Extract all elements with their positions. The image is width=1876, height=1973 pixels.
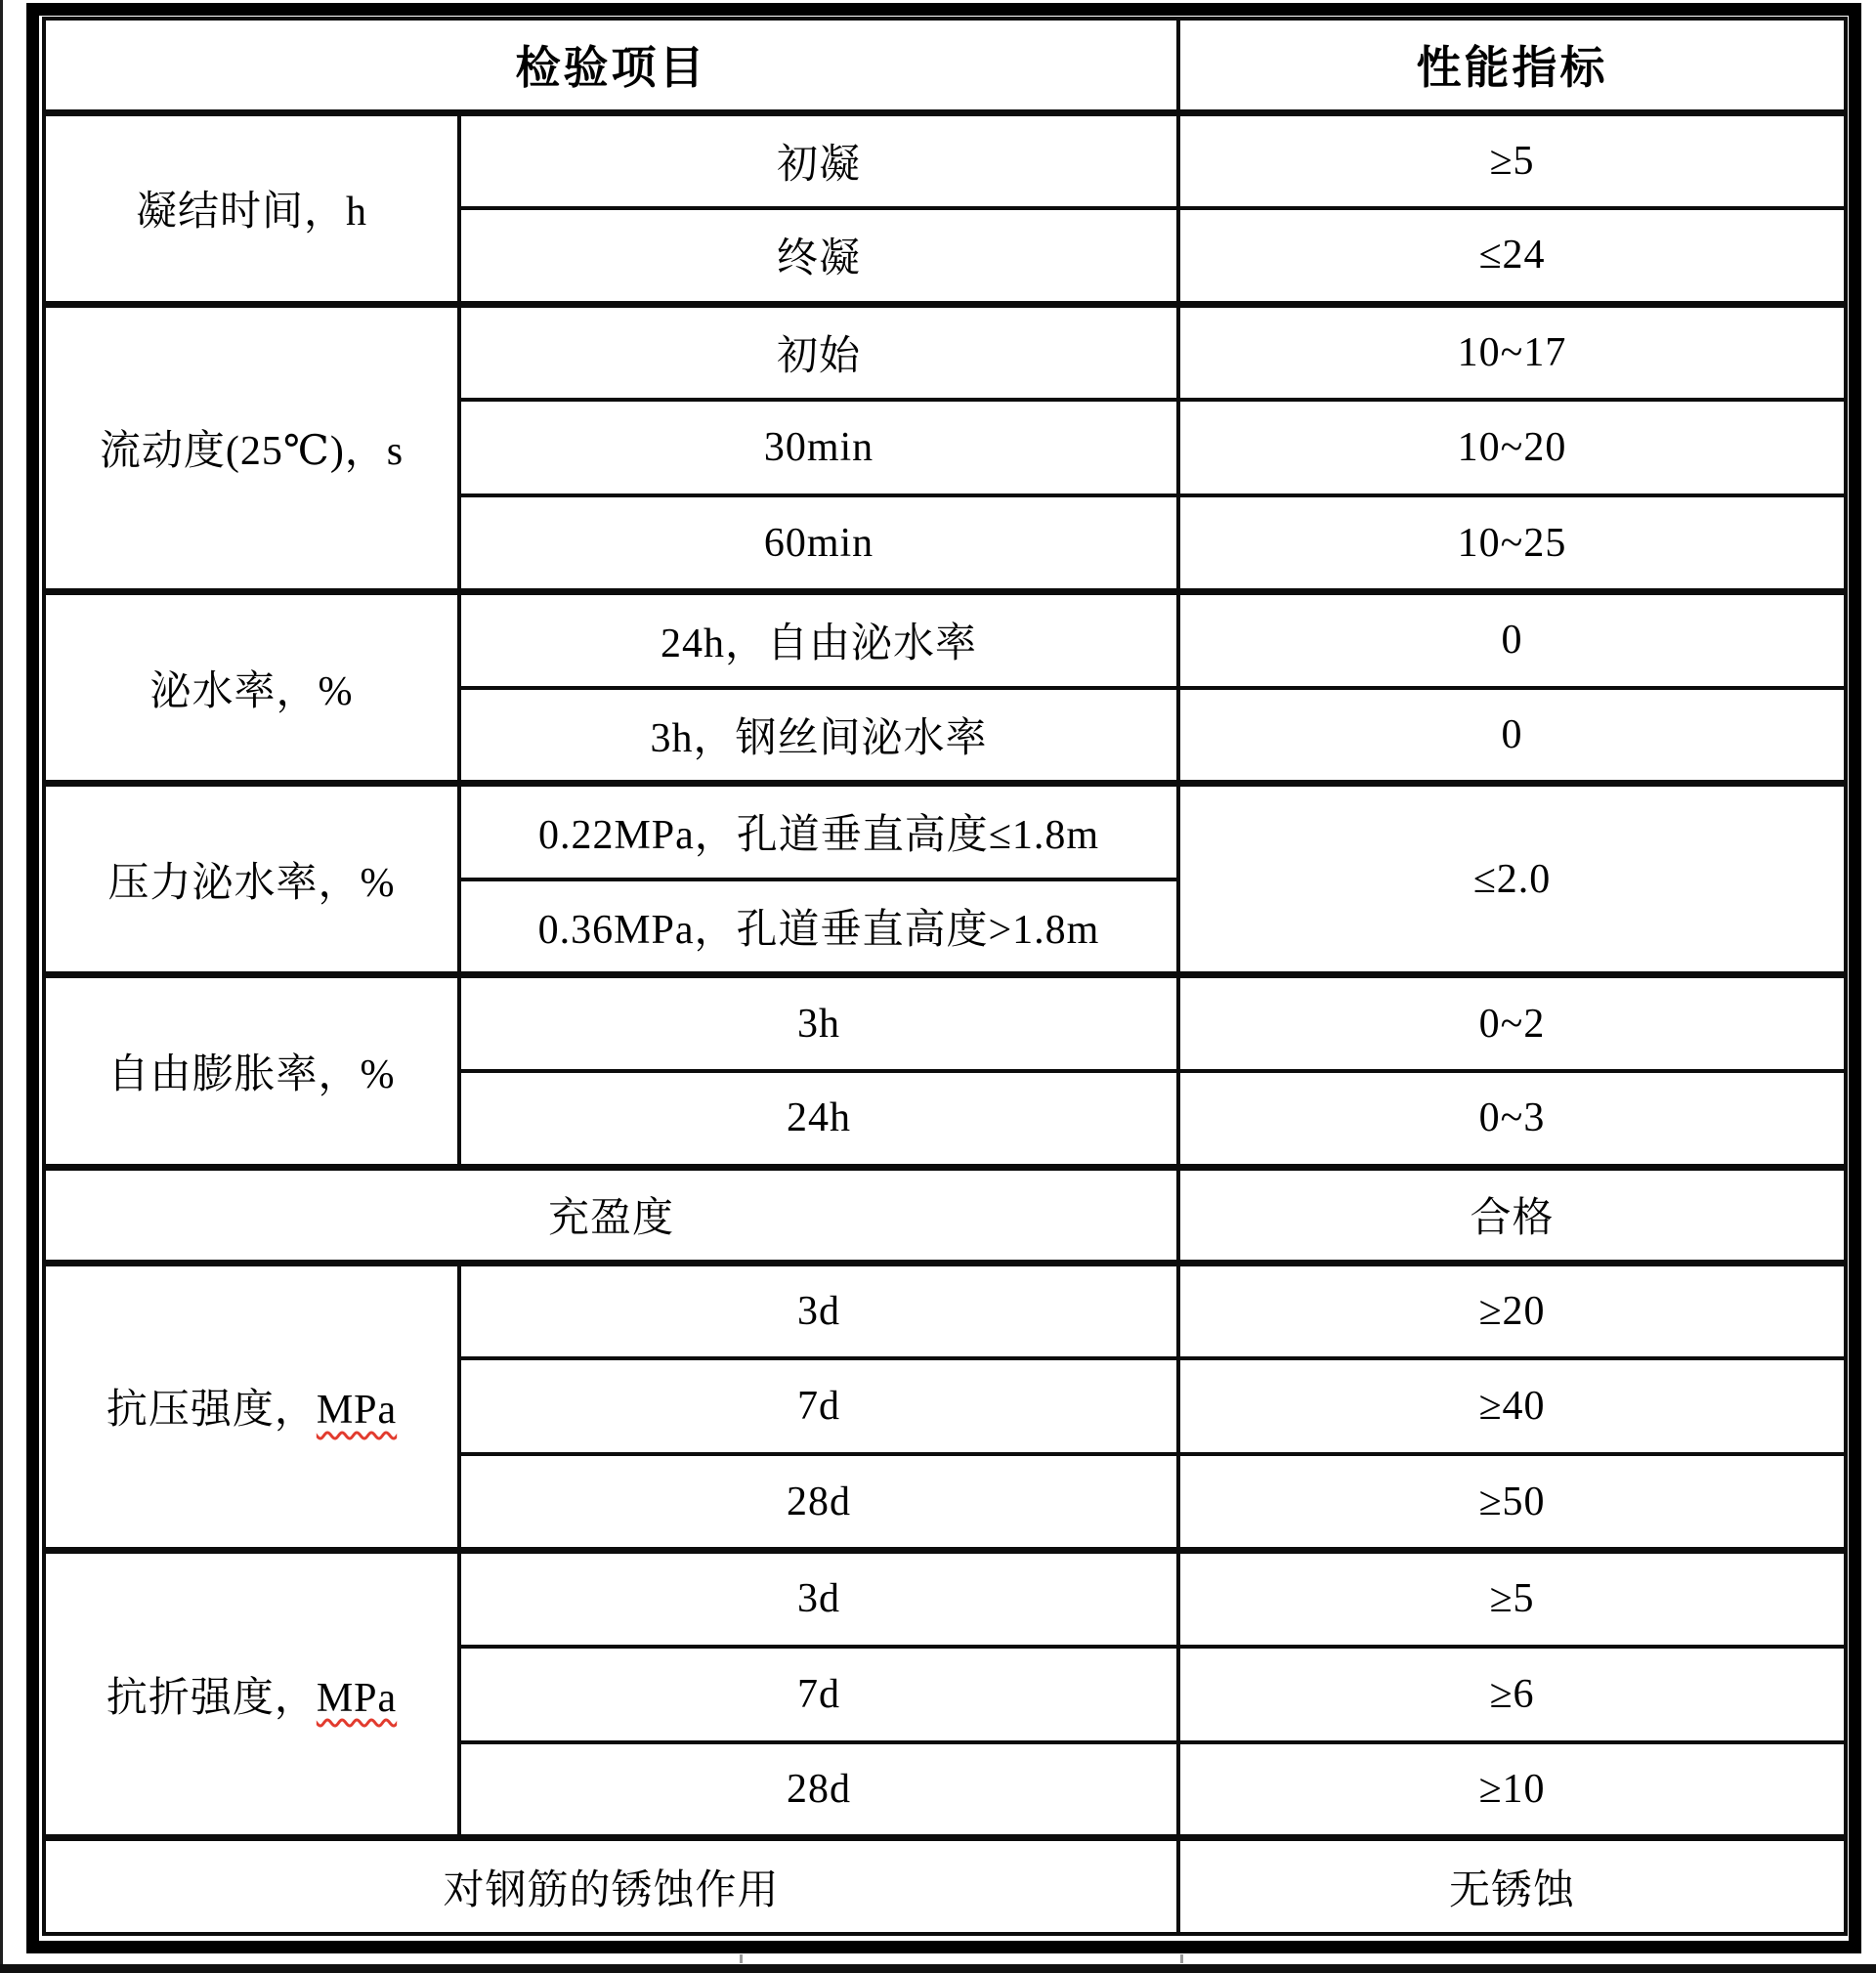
scan-artifact-mark: [1180, 1954, 1183, 1963]
value-compressive-7d: ≥40: [1178, 1358, 1846, 1454]
item-expansion-3h: 3h: [459, 975, 1178, 1071]
item-flexural-3d: 3d: [459, 1550, 1178, 1646]
value-final-set: ≤24: [1178, 208, 1846, 304]
value-expansion-3h: 0~2: [1178, 975, 1846, 1071]
scan-artifact-mark: [740, 1954, 743, 1963]
item-fluidity-60min: 60min: [459, 495, 1178, 591]
header-cell: 检验项目: [44, 19, 1178, 112]
value-expansion-24h: 0~3: [1178, 1071, 1846, 1167]
label-fullness: 充盈度: [44, 1167, 1178, 1263]
item-expansion-24h: 24h: [459, 1071, 1178, 1167]
label-fluidity: 流动度(25℃)，s: [44, 304, 459, 591]
item-fluidity-30min: 30min: [459, 400, 1178, 495]
item-compressive-3d: 3d: [459, 1263, 1178, 1358]
item-wire-bleeding-3h: 3h，钢丝间泌水率: [459, 688, 1178, 784]
item-compressive-7d: 7d: [459, 1358, 1178, 1454]
label-bleeding-rate: 泌水率，%: [44, 591, 459, 783]
value-flexural-28d: ≥10: [1178, 1742, 1846, 1838]
value-initial-set: ≥5: [1178, 112, 1846, 208]
value-corrosion-effect: 无锈蚀: [1178, 1838, 1846, 1934]
value-fullness: 合格: [1178, 1167, 1846, 1263]
header-cell: 性能指标: [1178, 19, 1846, 112]
spellcheck-wavy-underline: MPa: [316, 1388, 398, 1434]
value-pressure-bleeding: ≤2.0: [1178, 784, 1846, 975]
value-free-bleeding-24h: 0: [1178, 591, 1846, 687]
item-flexural-28d: 28d: [459, 1742, 1178, 1838]
item-free-bleeding-24h: 24h，自由泌水率: [459, 591, 1178, 687]
item-pressure-022mpa: 0.22MPa，孔道垂直高度≤1.8m: [459, 784, 1178, 879]
value-flexural-3d: ≥5: [1178, 1550, 1846, 1646]
item-pressure-036mpa: 0.36MPa，孔道垂直高度>1.8m: [459, 879, 1178, 975]
label-compressive-strength: 抗压强度，MPa: [44, 1263, 459, 1550]
value-compressive-3d: ≥20: [1178, 1263, 1846, 1358]
value-flexural-7d: ≥6: [1178, 1647, 1846, 1742]
label-setting-time: 凝结时间，h: [44, 112, 459, 304]
screenshot-bottom-band: [0, 1964, 1876, 1973]
value-wire-bleeding-3h: 0: [1178, 688, 1846, 784]
spec-table: [42, 17, 1848, 1936]
item-compressive-28d: 28d: [459, 1454, 1178, 1550]
label-flexural-strength: 抗折强度，MPa: [44, 1550, 459, 1837]
value-fluidity-initial: 10~17: [1178, 304, 1846, 400]
value-fluidity-60min: 10~25: [1178, 495, 1846, 591]
label-corrosion-effect: 对钢筋的锈蚀作用: [44, 1838, 1178, 1934]
item-fluidity-initial: 初始: [459, 304, 1178, 400]
item-initial-set: 初凝: [459, 112, 1178, 208]
screenshot-left-edge: [0, 0, 3, 1964]
value-fluidity-30min: 10~20: [1178, 400, 1846, 495]
label-pressure-bleeding: 压力泌水率，%: [44, 784, 459, 975]
item-flexural-7d: 7d: [459, 1647, 1178, 1742]
label-free-expansion: 自由膨胀率，%: [44, 975, 459, 1167]
item-final-set: 终凝: [459, 208, 1178, 304]
spellcheck-wavy-underline: MPa: [316, 1675, 398, 1721]
value-compressive-28d: ≥50: [1178, 1454, 1846, 1550]
